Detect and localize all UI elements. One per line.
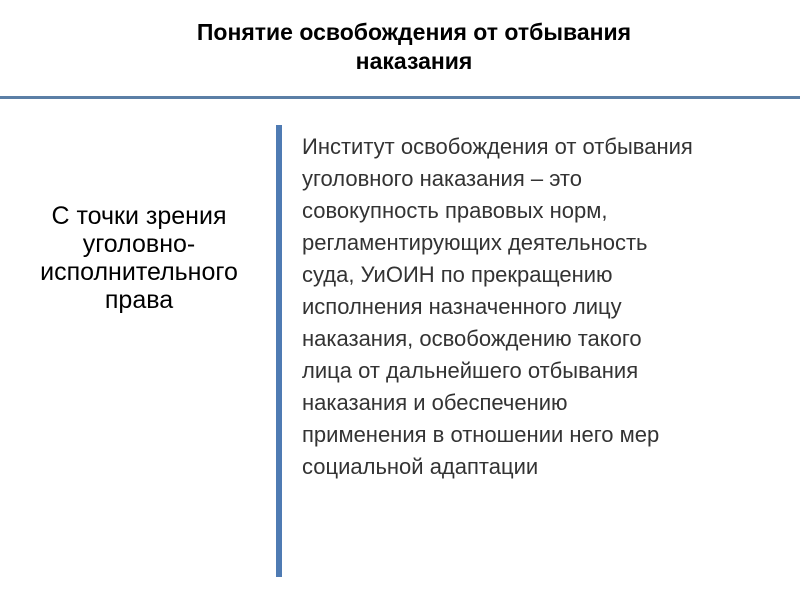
definition-line: Институт освобождения от отбывания [302, 134, 693, 159]
definition-text [302, 131, 782, 483]
slide-title-line: Понятие освобождения от отбывания [196, 19, 632, 45]
left-label-line: уголовно- [82, 230, 196, 258]
slide-title [0, 18, 800, 76]
left-label-line: исполнительного [40, 258, 238, 286]
vertical-divider [276, 125, 282, 577]
definition-line: лица от дальнейшего отбывания [302, 358, 639, 383]
left-label-line: права [104, 286, 174, 314]
definition-line: уголовного наказания – это [302, 166, 582, 191]
definition-line: наказания и обеспечению [302, 390, 568, 415]
definition-line: исполнения назначенного лицу [302, 294, 622, 319]
definition-line: применения в отношении него мер [302, 422, 660, 447]
definition-line: совокупность правовых норм, [302, 198, 608, 223]
slide-title-line: наказания [355, 48, 473, 74]
left-column-label [20, 202, 258, 314]
definition-line: социальной адаптации [302, 454, 539, 479]
definition-line: наказания, освобождению такого [302, 326, 642, 351]
definition-line: суда, УиОИН по прекращению [302, 262, 613, 287]
left-label-line: С точки зрения [51, 202, 227, 230]
title-divider [0, 96, 800, 99]
definition-line: регламентирующих деятельность [302, 230, 648, 255]
